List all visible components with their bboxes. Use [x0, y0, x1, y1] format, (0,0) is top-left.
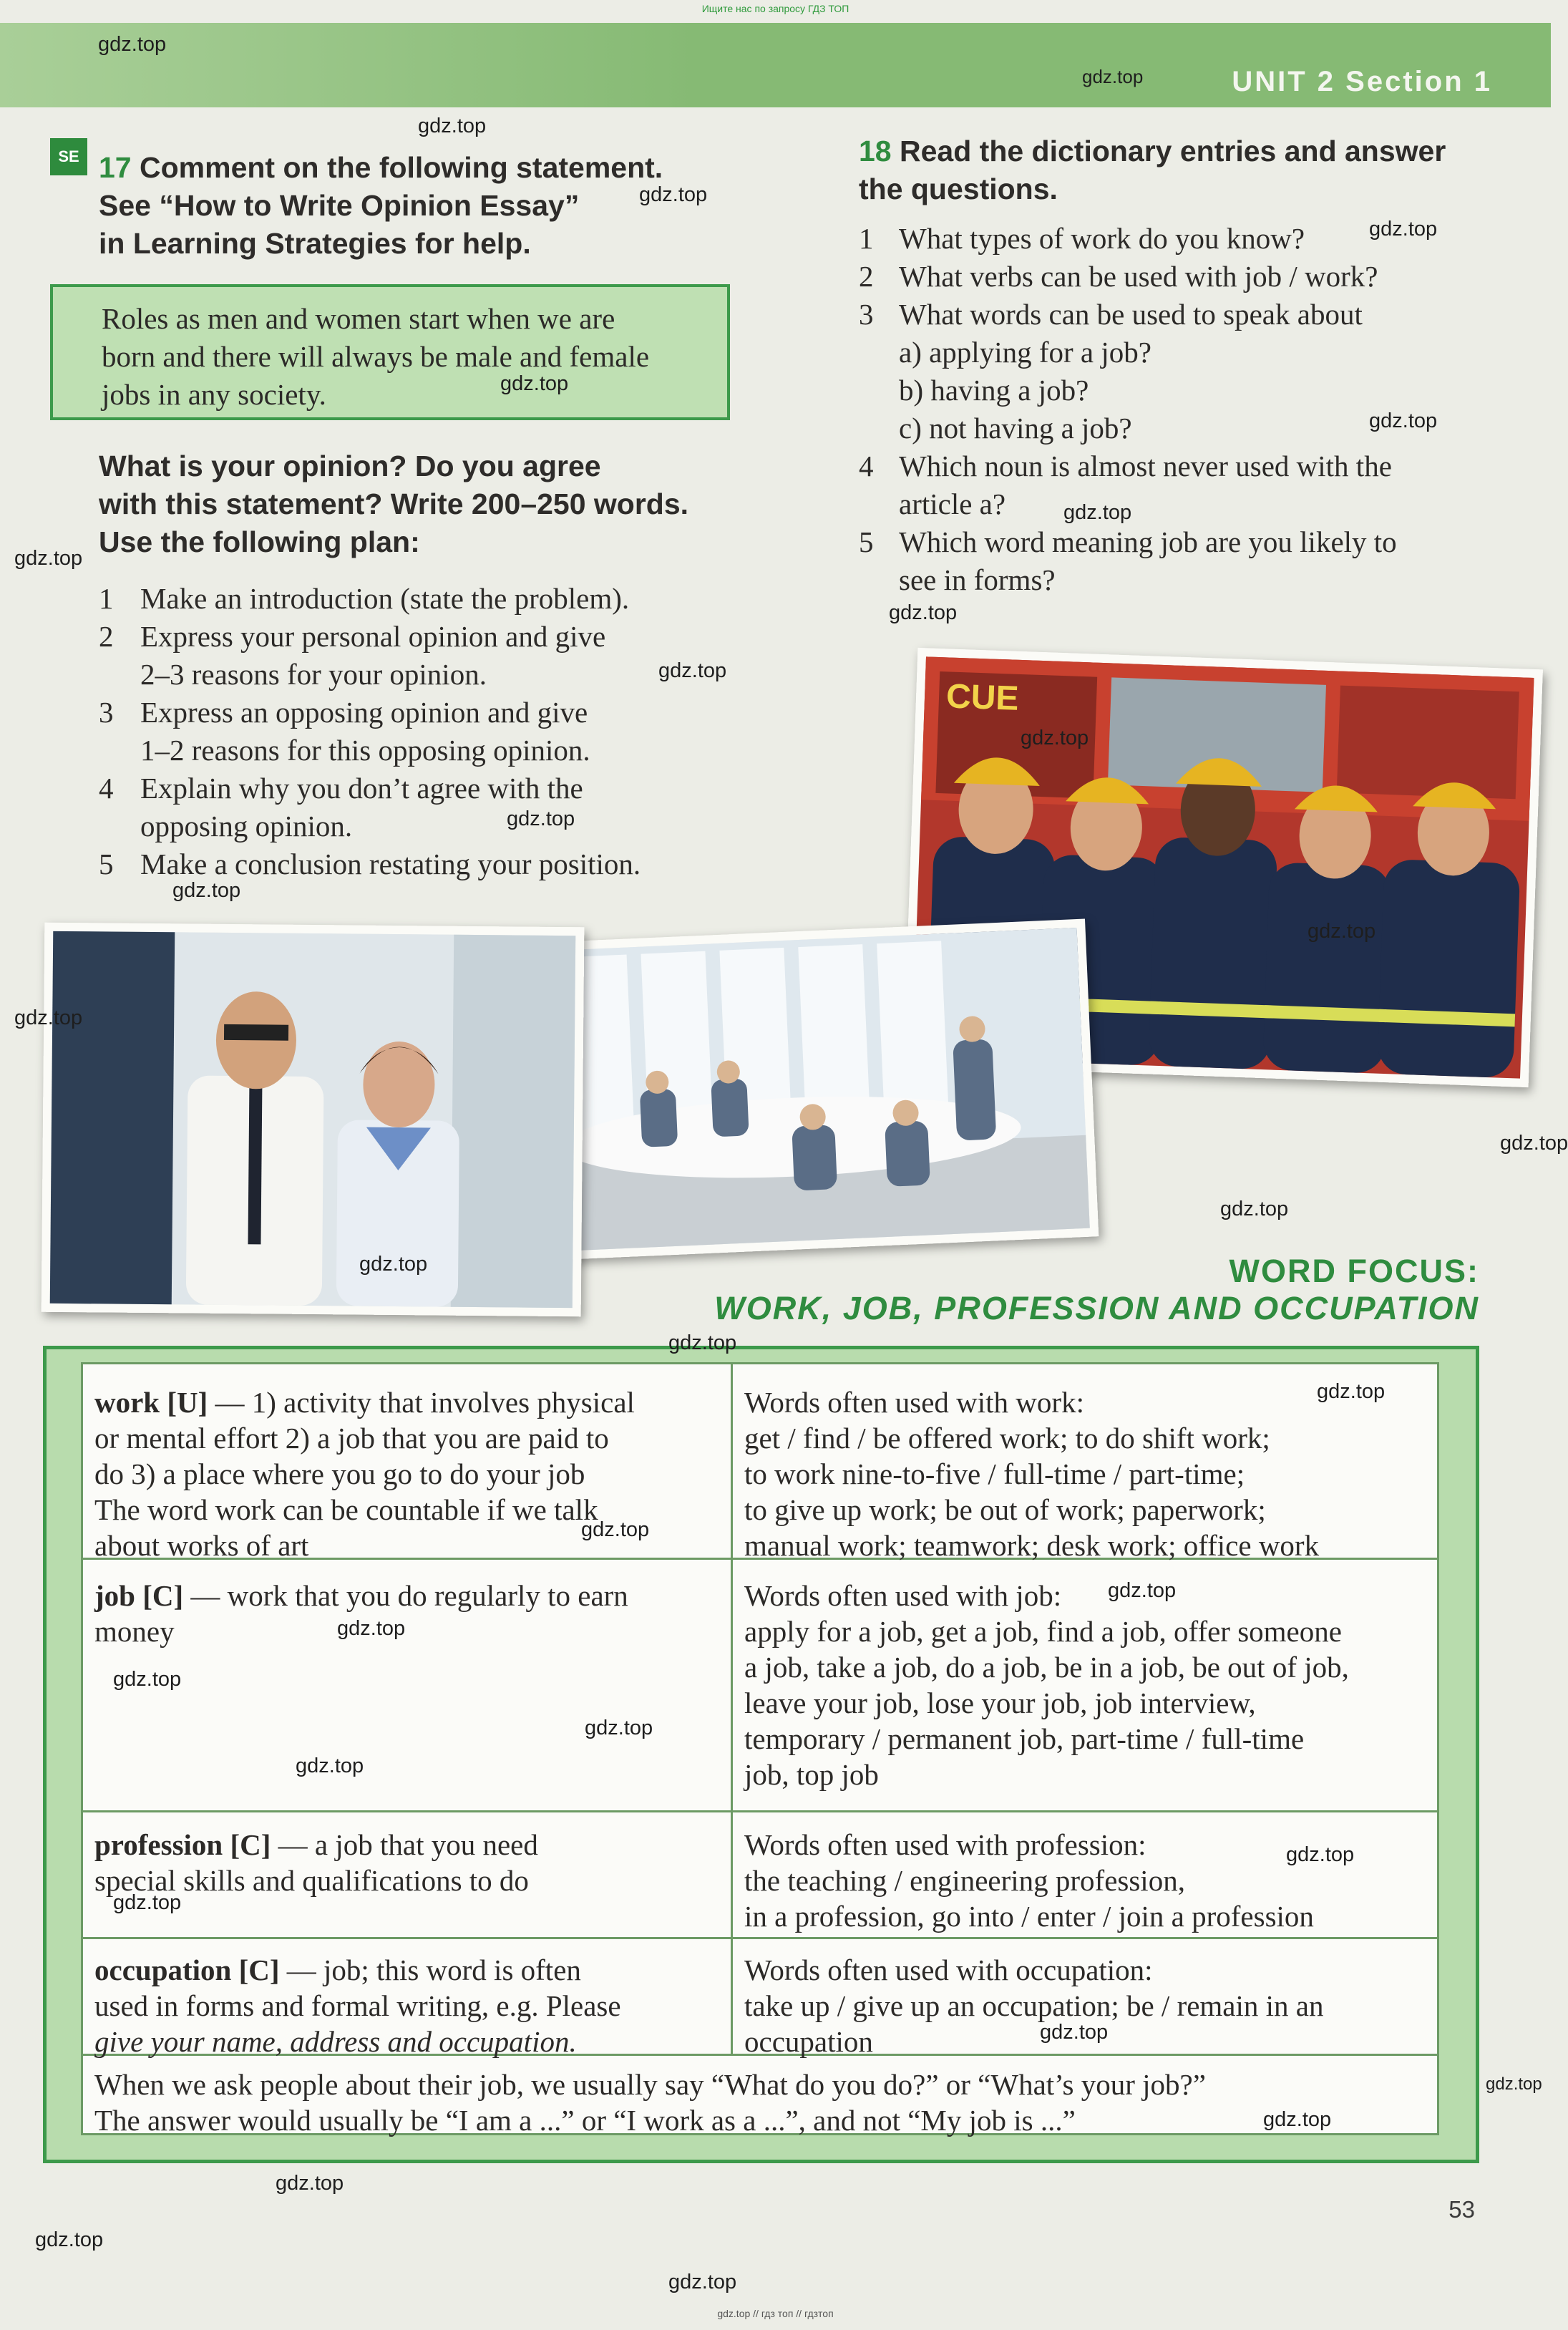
plan-text: 2–3 reasons for your opinion. [140, 658, 487, 691]
statement-line: jobs in any society. [102, 378, 326, 411]
definition-line: money [94, 1615, 175, 1648]
collocation-line: occupation [744, 2025, 873, 2058]
watermark-text: gdz.top [581, 1518, 650, 1541]
watermark-text: gdz.top [296, 1754, 364, 1777]
watermark-text: gdz.top [1220, 1198, 1289, 1220]
top-banner-note: Ищите нас по запросу ГДЗ ТОП [701, 3, 849, 14]
watermark-text: gdz.top [1108, 1579, 1177, 1602]
statement-line: born and there will always be male and female [102, 340, 650, 373]
prompt-line: What is your opinion? Do you agree [99, 450, 601, 482]
unit-section-label: UNIT 2 Section 1 [1232, 66, 1492, 97]
collocation-line: to work nine-to-five / full-time / part-time; [744, 1457, 1245, 1490]
watermark-text: gdz.top [889, 601, 958, 624]
question-item [859, 258, 1489, 296]
collocation-line: a job, take a job, do a job, be in a job, be out of job, [744, 1651, 1349, 1684]
occupation-definition-cell [83, 1946, 731, 2058]
plan-text: Make a conclusion restating your position. [140, 848, 641, 880]
plan-number: 4 [99, 772, 114, 805]
word-focus-panel [43, 1346, 1479, 2163]
watermark-text: gdz.top [98, 33, 167, 56]
question-subitem: b) having a job? [899, 374, 1089, 407]
statement-line: Roles as men and women start when we are [102, 302, 615, 335]
collocation-line: job, top job [744, 1758, 879, 1791]
definition-line: about works of art [94, 1529, 309, 1562]
term-label: occupation [C] [94, 1953, 280, 1986]
plan-number: 2 [99, 620, 114, 653]
usage-note-line: The answer would usually be “I am a ...” or “I work as a ...”, and not “My job is ...” [94, 2104, 1076, 2137]
plan-text: 1–2 reasons for this opposing opinion. [140, 734, 590, 767]
question-item [859, 523, 1489, 599]
definition-line: — work that you do regularly to earn [190, 1579, 628, 1612]
se-badge: SE [50, 138, 87, 175]
footer-note: gdz.top // гдз топ // гдзтоп [717, 2308, 834, 2319]
collocations-heading: Words often used with work: [744, 1386, 1084, 1419]
word-focus-title-line: WORK, JOB, PROFESSION AND OCCUPATION [714, 1290, 1479, 1326]
watermark-text: gdz.top [507, 807, 575, 830]
collocation-line: the teaching / engineering profession, [744, 1864, 1185, 1897]
watermark-text: gdz.top [1369, 218, 1438, 241]
collocation-line: leave your job, lose your job, job interview, [744, 1686, 1256, 1719]
plan-item [99, 770, 725, 845]
definition-line: do 3) a place where you go to do your job [94, 1457, 585, 1490]
ex17-heading-line: See “How to Write Opinion Essay” [99, 189, 580, 222]
page-number: 53 [1448, 2196, 1475, 2223]
definition-line: used in forms and formal writing, e.g. Please [94, 1989, 621, 2022]
ex18-number: 18 [859, 135, 892, 168]
definition-line: — job; this word is often [286, 1953, 581, 1986]
ex17-prompt [99, 447, 743, 561]
watermark-text: gdz.top [1263, 2108, 1332, 2131]
definition-line: — 1) activity that involves physical [215, 1386, 635, 1419]
question-subitem: a) applying for a job? [899, 336, 1151, 369]
watermark-text: gdz.top [1021, 727, 1089, 749]
definition-line: The word work can be countable if we talk [94, 1493, 598, 1526]
question-text: Which word meaning job are you likely to [899, 525, 1397, 558]
essay-plan-list [99, 580, 725, 883]
pilot-attendant-photo [42, 923, 585, 1317]
watermark-text: gdz.top [113, 1891, 182, 1914]
work-collocations-cell [733, 1379, 1438, 1562]
plan-text: Express your personal opinion and give [140, 620, 606, 653]
question-number: 4 [859, 450, 874, 482]
ex18-heading [859, 132, 1503, 208]
plan-number: 3 [99, 696, 114, 729]
question-number: 1 [859, 222, 874, 255]
question-text: What words can be used to speak about [899, 298, 1363, 331]
question-number: 2 [859, 260, 874, 293]
plan-text: opposing opinion. [140, 810, 353, 843]
job-collocations-cell [733, 1572, 1438, 1808]
ex17-heading-line: in Learning Strategies for help. [99, 227, 531, 260]
plan-item [99, 618, 725, 694]
watermark-text: gdz.top [585, 1717, 653, 1739]
watermark-text: gdz.top [1317, 1380, 1386, 1403]
collocation-line: get / find / be offered work; to do shift work; [744, 1422, 1270, 1455]
watermark-text: gdz.top [1308, 920, 1376, 943]
profession-definition-cell [83, 1821, 731, 1936]
collocations-heading: Words often used with profession: [744, 1828, 1146, 1861]
term-label: profession [C] [94, 1828, 271, 1861]
collocations-heading: Words often used with job: [744, 1579, 1062, 1612]
watermark-text: gdz.top [276, 2172, 344, 2195]
plan-number: 1 [99, 582, 114, 615]
collocation-line: temporary / permanent job, part-time / full-time [744, 1722, 1305, 1755]
plan-text: Explain why you don’t agree with the [140, 772, 583, 805]
definition-line: give your name, address and occupation. [94, 2025, 577, 2058]
ex18-heading-line: the questions. [859, 173, 1058, 205]
office-meeting-illustration [547, 928, 1090, 1251]
watermark-text: gdz.top [1286, 1843, 1355, 1866]
definition-line: special skills and qualifications to do [94, 1864, 529, 1897]
watermark-text: gdz.top [1063, 501, 1132, 524]
watermark-text: gdz.top [1500, 1132, 1568, 1155]
ex17-number: 17 [99, 151, 132, 184]
question-text: article a? [899, 487, 1006, 520]
watermark-text: gdz.top [668, 2271, 737, 2293]
question-item [859, 447, 1489, 523]
watermark-text: gdz.top [658, 659, 727, 682]
collocation-line: manual work; teamwork; desk work; office work [744, 1529, 1320, 1562]
collocations-heading: Words often used with occupation: [744, 1953, 1153, 1986]
collocation-line: to give up work; be out of work; paperwork; [744, 1493, 1266, 1526]
term-label: work [U] [94, 1386, 208, 1419]
question-number: 5 [859, 525, 874, 558]
watermark-text: gdz.top [337, 1617, 406, 1640]
plan-item [99, 694, 725, 770]
usage-note-line: When we ask people about their job, we usually say “What do you do?” or “What’s your job?” [94, 2068, 1206, 2101]
watermark-text: gdz.top [639, 183, 708, 206]
word-focus-table [81, 1362, 1439, 2135]
watermark-text: gdz.top [35, 2228, 104, 2251]
watermark-text: gdz.top [668, 1331, 737, 1354]
table-divider [83, 1810, 1437, 1812]
truck-sign-text: CUE [945, 677, 1020, 718]
watermark-text: gdz.top [14, 547, 83, 570]
collocation-line: in a profession, go into / enter / join a profession [744, 1900, 1314, 1933]
prompt-line: with this statement? Write 200–250 words. [99, 487, 689, 520]
plan-item [99, 845, 725, 883]
watermark-text: gdz.top [113, 1668, 182, 1691]
profession-collocations-cell [733, 1821, 1438, 1936]
watermark-text: gdz.top [1082, 66, 1144, 87]
watermark-text: gdz.top [1369, 409, 1438, 432]
question-item [859, 296, 1489, 334]
definition-line: — a job that you need [278, 1828, 538, 1861]
question-text: Which noun is almost never used with the [899, 450, 1392, 482]
plan-text: Express an opposing opinion and give [140, 696, 588, 729]
office-meeting-photo [539, 919, 1099, 1261]
question-text: What verbs can be used with job / work? [899, 260, 1378, 293]
table-divider [83, 1937, 1437, 1939]
definition-line: or mental effort 2) a job that you are paid to [94, 1422, 609, 1455]
watermark-text: gdz.top [172, 879, 241, 902]
ex17-heading-line: Comment on the following statement. [140, 151, 663, 184]
pilot-attendant-illustration [50, 931, 576, 1308]
question-text: What types of work do you know? [899, 222, 1305, 255]
ex18-heading-line: Read the dictionary entries and answer [900, 135, 1446, 168]
question-text: see in forms? [899, 563, 1056, 596]
watermark-text: gdz.top [359, 1253, 428, 1276]
collocation-line: take up / give up an occupation; be / remain in an [744, 1989, 1324, 2022]
word-focus-title-line: WORD FOCUS: [1229, 1253, 1479, 1289]
plan-text: Make an introduction (state the problem). [140, 582, 630, 615]
watermark-text: gdz.top [1486, 2074, 1542, 2094]
collocation-line: apply for a job, get a job, find a job, offer someone [744, 1615, 1342, 1648]
watermark-text: gdz.top [14, 1006, 83, 1029]
word-focus-title [620, 1253, 1479, 1327]
plan-number: 5 [99, 848, 114, 880]
question-subitem: c) not having a job? [899, 412, 1132, 445]
watermark-text: gdz.top [500, 372, 569, 395]
plan-item [99, 580, 725, 618]
watermark-text: gdz.top [418, 115, 487, 137]
question-number: 3 [859, 298, 874, 331]
usage-note [83, 2061, 1437, 2135]
term-label: job [C] [94, 1579, 184, 1612]
watermark-text: gdz.top [1040, 2021, 1109, 2044]
prompt-line: Use the following plan: [99, 525, 420, 558]
statement-box [50, 284, 730, 420]
